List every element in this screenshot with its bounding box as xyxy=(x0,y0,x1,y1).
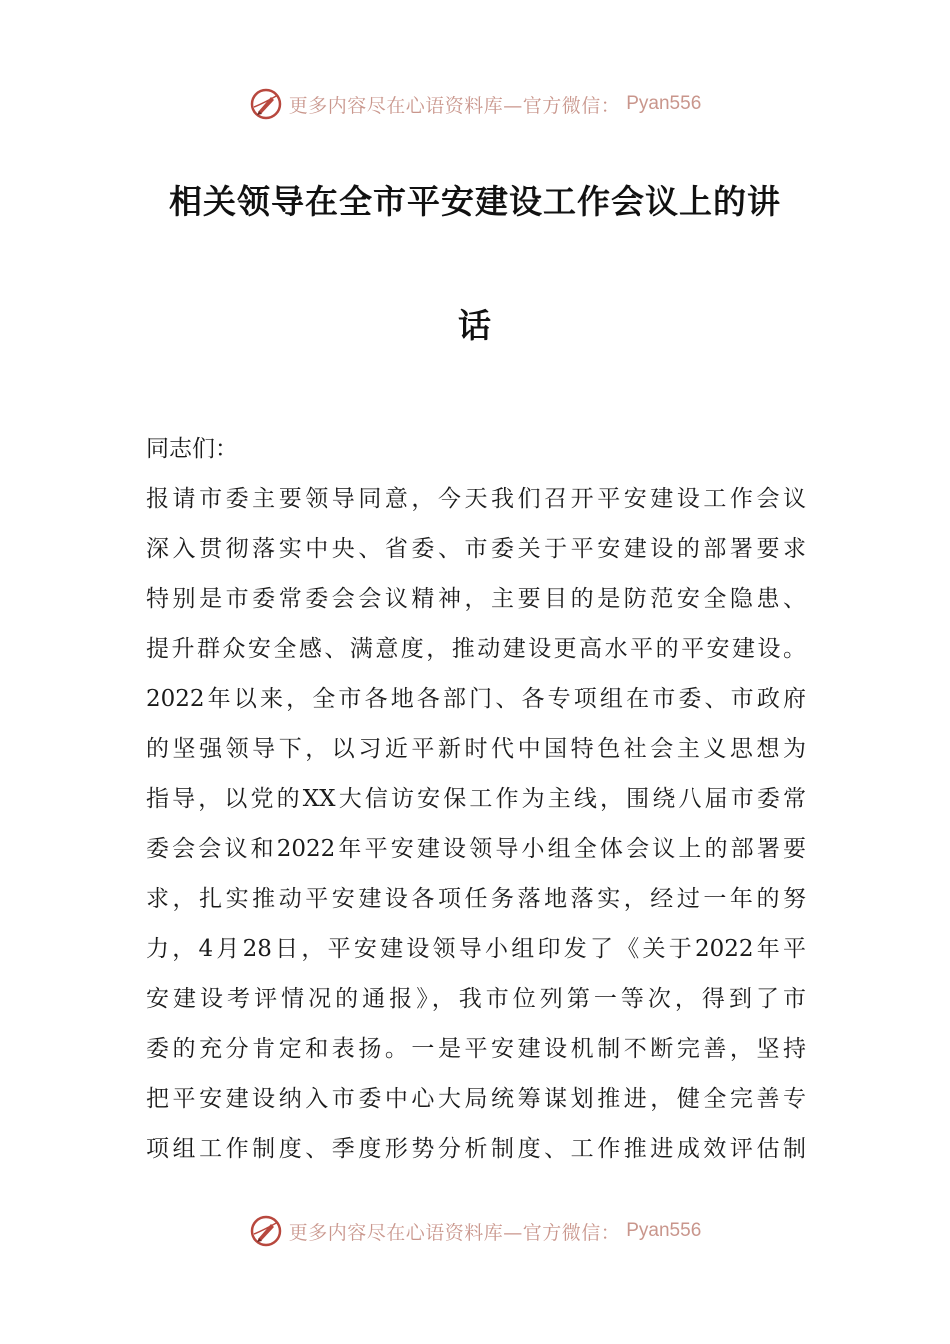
body-line: 委会会议和2022年平安建设领导小组全体会议上的部署要 xyxy=(146,836,806,862)
document-title-line-1: 相关领导在全市平安建设工作会议上的讲 xyxy=(169,182,781,221)
body-line: 深入贯彻落实中央、省委、市委关于平安建设的部署要求 xyxy=(146,536,806,562)
body-line: 委的充分肯定和表扬。一是平安建设机制不断完善，坚持 xyxy=(146,1036,806,1062)
pen-logo-icon xyxy=(249,87,283,121)
body-line: 安建设考评情况的通报》，我市位列第一等次，得到了市 xyxy=(146,986,806,1012)
document-title-line-2: 话 xyxy=(458,306,492,345)
body-line: 提升群众安全感、满意度，推动建设更高水平的平安建设。 xyxy=(146,636,806,662)
watermark-header xyxy=(0,84,950,124)
body-line: 报请市委主要领导同意，今天我们召开平安建设工作会议 xyxy=(146,486,806,512)
watermark-text: 更多内容尽在心语资料库—官方微信： xyxy=(288,1221,621,1244)
watermark-wechat-id: Pyan556 xyxy=(626,93,702,114)
watermark-footer xyxy=(0,1211,950,1251)
body-line: 的坚强领导下，以习近平新时代中国特色社会主义思想为 xyxy=(146,736,806,762)
body-line: 把平安建设纳入市委中心大局统筹谋划推进，健全完善专 xyxy=(146,1086,806,1112)
salutation: 同志们： xyxy=(146,436,238,462)
watermark-wechat-id: Pyan556 xyxy=(626,1220,702,1241)
body-line: 2022年以来，全市各地各部门、各专项组在市委、市政府 xyxy=(146,686,806,712)
body-line: 项组工作制度、季度形势分析制度、工作推进成效评估制 xyxy=(146,1136,806,1162)
body-line: 特别是市委常委会会议精神，主要目的是防范安全隐患、 xyxy=(146,586,806,612)
body-line: 求，扎实推动平安建设各项任务落地落实，经过一年的努 xyxy=(146,886,806,912)
pen-logo-icon xyxy=(249,1214,283,1248)
body-line: 指导，以党的XX大信访安保工作为主线，围绕八届市委常 xyxy=(146,786,806,812)
watermark-text: 更多内容尽在心语资料库—官方微信： xyxy=(288,94,621,117)
body-line: 力，4月28日，平安建设领导小组印发了《关于2022年平 xyxy=(146,936,806,962)
